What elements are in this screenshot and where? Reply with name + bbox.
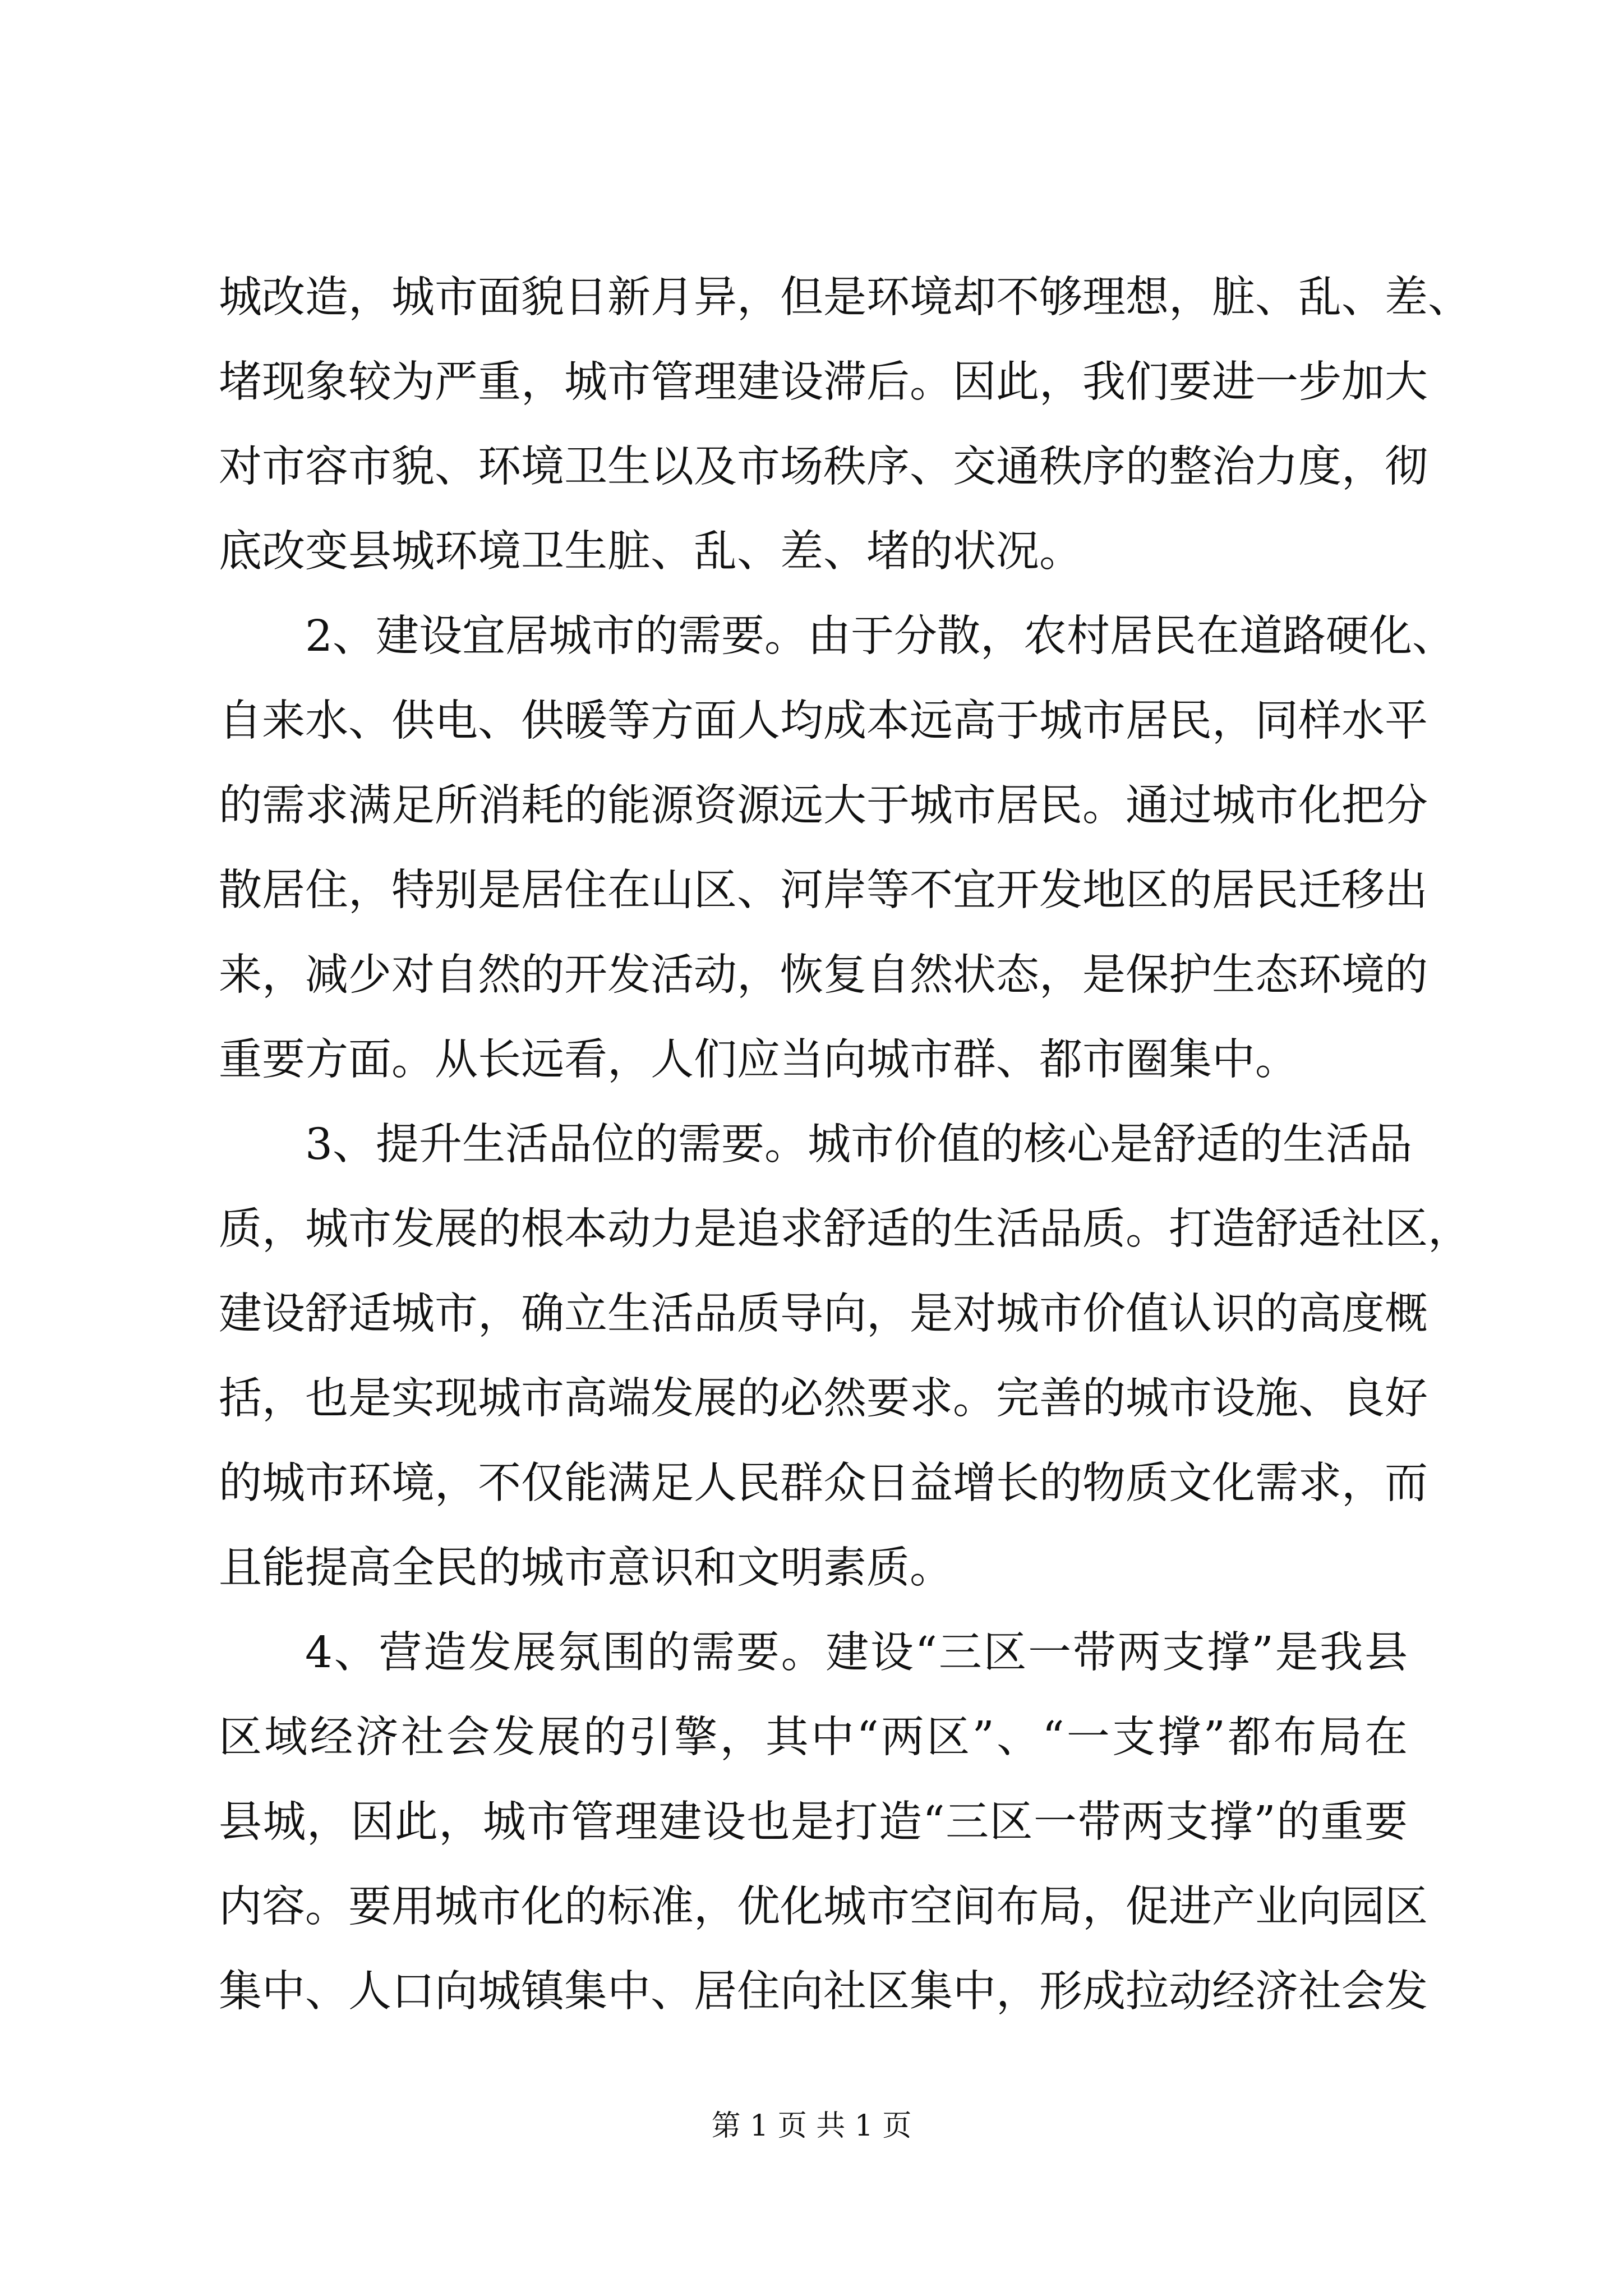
paragraph-first-line: 3、提升生活品位的需要。城市价值的核心是舒适的生活品 <box>305 1120 1412 1170</box>
paragraph-first-line: 4、营造发展氛围的需要。建设“三区一带两支撑”是我县 <box>305 1628 1408 1678</box>
text-line: 县城，因此，城市管理建设也是打造“三区一带两支撑”的重要 <box>219 1797 1408 1847</box>
text-line: 对市容市貌、环境卫生以及市场秩序、交通秩序的整治力度，彻 <box>219 442 1428 492</box>
text-line: 散居住，特别是居住在山区、河岸等不宜开发地区的居民迁移出 <box>219 866 1428 915</box>
document-body <box>219 255 1471 2034</box>
text-line: 的城市环境，不仅能满足人民群众日益增长的物质文化需求，而 <box>219 1458 1428 1508</box>
text-line: 自来水、供电、供暖等方面人均成本远高于城市居民，同样水平 <box>219 696 1428 746</box>
text-line: 城改造，城市面貌日新月异，但是环境却不够理想，脏、乱、差、 <box>219 273 1471 323</box>
text-line: 来，减少对自然的开发活动，恢复自然状态，是保护生态环境的 <box>219 950 1428 1000</box>
text-line: 括，也是实现城市高端发展的必然要求。完善的城市设施、良好 <box>219 1374 1428 1424</box>
text-line: 堵现象较为严重，城市管理建设滞后。因此，我们要进一步加大 <box>219 357 1428 407</box>
text-line: 集中、人口向城镇集中、居住向社区集中，形成拉动经济社会发 <box>219 1967 1428 2017</box>
text-line: 且能提高全民的城市意识和文明素质。 <box>219 1543 953 1593</box>
page-footer <box>0 2106 1623 2146</box>
paragraph-first-line: 2、建设宜居城市的需要。由于分散，农村居民在道路硬化、 <box>305 611 1455 661</box>
page-number: 第 1 页 共 1 页 <box>711 2109 912 2143</box>
text-line: 底改变县城环境卫生脏、乱、差、堵的状况。 <box>219 527 1082 577</box>
text-line: 质，城市发展的根本动力是追求舒适的生活品质。打造舒适社区， <box>219 1204 1471 1254</box>
text-line: 建设舒适城市，确立生活品质导向，是对城市价值认识的高度概 <box>219 1289 1428 1339</box>
text-line: 区域经济社会发展的引擎，其中“两区”、“一支撑”都布局在 <box>219 1713 1408 1763</box>
text-line: 的需求满足所消耗的能源资源远大于城市居民。通过城市化把分 <box>219 781 1428 831</box>
text-line: 内容。要用城市化的标准，优化城市空间布局，促进产业向园区 <box>219 1882 1428 1932</box>
text-line: 重要方面。从长远看，人们应当向城市群、都市圈集中。 <box>219 1035 1298 1085</box>
